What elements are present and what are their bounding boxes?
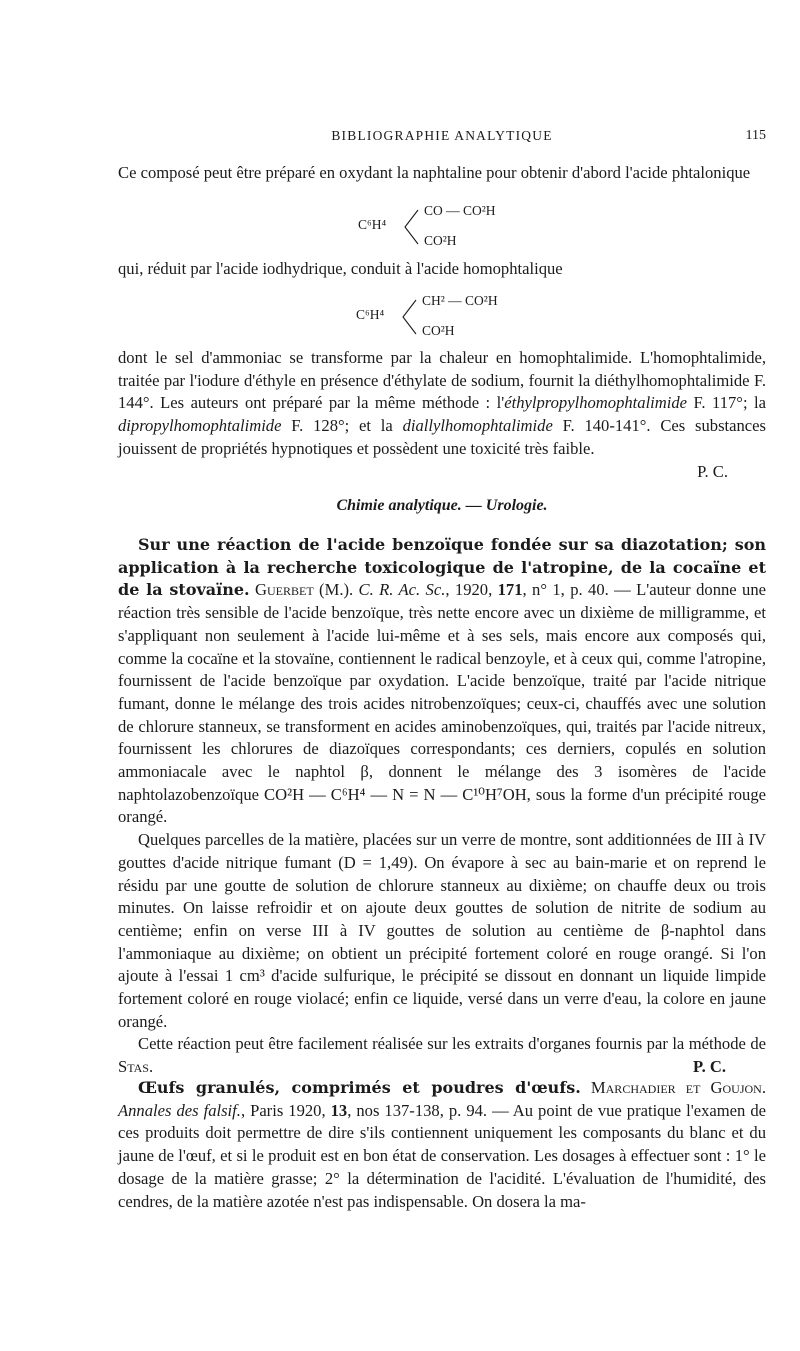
journal-name: Annales des falsif. <box>118 1100 241 1120</box>
text-run: F. 140-141°. Ces substances jouissent de propriétés hypnotiques et possèdent une toxicité très faible. <box>118 416 766 458</box>
article-title: Sur une réaction de l'acide benzoïque fondée sur sa diazotation; son application à la recherche toxicologique de l'atropine, de la cocaïne et de la stovaïne. <box>118 535 766 600</box>
formula1-bond-icon <box>402 207 420 247</box>
article1-paragraph-2: Quelques parcelles de la matière, placées sur un verre de montre, sont additionnées de III à IV gouttes d'acide nitrique fumant (D = 1,49). On évapore à sec au bain-marie et on reprend le résidu par une goutte de solution de chlorure stanneux au dixième; on chauffe deux ou trois minutes. On laisse refroidir et on ajoute deux gouttes de solution de nitrite de sodium au centième; enfin on verse III à IV gouttes de solution au centième de β-naphtol dans l'ammoniaque au dixième; on obtient un précipité fortement coloré en rouge orangé. Si l'on ajoute à l'essai 1 cm³ d'acide sulfurique, le précipité se dissout en donnant un liquide limpide fortement coloré en rouge violacé; enfin ce liquide, versé dans un verre d'eau, la colore en jaune orangé. <box>118 830 766 1031</box>
homophtalimide-paragraph <box>118 347 766 461</box>
article-oeufs <box>118 1077 766 1213</box>
formula-homophtalique <box>356 293 556 341</box>
block1-intro <box>118 162 766 185</box>
text-run: F. 128°; et la <box>281 416 403 436</box>
running-head: BIBLIOGRAPHIE ANALYTIQUE <box>331 128 553 143</box>
compound-name: diallylhomophtalimide <box>402 416 553 436</box>
formula1-bottom: CO²H <box>424 233 457 248</box>
text-run: , nos 137-138, p. 94. <box>347 1100 488 1120</box>
text-run: dont le sel d'ammoniac se transforme par la chaleur en homophtalimide. L'homophtalimide, traitée par l'iodure d'éthyle en présence d'éthylate de sodium, fournit la diéthylhomophtalimide F. 144°. Les auteurs ont préparé par la même méthode : l' <box>118 348 766 413</box>
formula1-top: CO — CO²H <box>424 203 496 218</box>
formula2-bond-icon <box>400 297 418 337</box>
section-heading: Chimie analytique. — Urologie. <box>336 497 548 514</box>
article1-paragraph-1 <box>118 534 766 829</box>
compound-name: éthylpropylhomophtalimide <box>504 393 688 413</box>
article-authors: Marchadier et Goujon. <box>590 1078 766 1097</box>
intro-paragraph: Ce composé peut être préparé en oxydant la naphtaline pour obtenir d'abord l'acide phtalonique <box>118 163 751 182</box>
formula2-top: CH² — CO²H <box>422 293 498 308</box>
abstract-text: — Au point de vue pratique l'examen de ces produits doit permettre de dire s'ils contiennent uniquement les composants du blanc et du jaune de l'œuf, et si le produit est en bon état de conservation. Les dosages à effectuer sont : 1° le dosage de la matière grasse; 2° la détermination de l'acidité. L'évaluation de l'humidité, des cendres, de la matière azotée n'est pas indispensable. On dosera la ma- <box>118 1100 767 1211</box>
block1-body <box>118 347 766 483</box>
text-run: , n° 1, p. 40. <box>522 580 609 600</box>
signature: P. C. <box>697 461 728 481</box>
text-run: , Paris 1920, <box>240 1100 331 1120</box>
formula2-bottom: CO²H <box>422 323 455 338</box>
compound-name: dipropylhomophtalimide <box>118 416 282 436</box>
text-run: Cette réaction peut être facilement réalisée sur les extraits d'organes fournis par la méthode de <box>138 1034 766 1054</box>
formula1-base: C⁶H⁴ <box>358 217 387 232</box>
formula2-base: C⁶H⁴ <box>356 307 385 322</box>
page-number: 115 <box>745 128 766 143</box>
formula-phtalonique <box>358 203 558 251</box>
block1-mid <box>118 258 766 281</box>
volume-number: 13 <box>330 1100 348 1120</box>
article2-paragraph-1 <box>118 1077 766 1213</box>
article-benzoique <box>118 534 766 1079</box>
abstract-text: — L'auteur donne une réaction très sensible de l'acide benzoïque, très nette encore avec un dixième de milligramme, et s'appliquant non seulement à l'acide lui-même et à ses sels, mais encore aux composés qui, comme la cocaïne et la stovaïne, contiennent le radical benzoyle, et à ceux qui, comme l'atropine, fournissent de l'acide benzoïque par oxydation. L'acide benzoïque, traité par l'acide nitrique fumant, donne le mélange des trois acides nitrobenzoïques; ceux-ci, chauffés avec une solution de chlorure stanneux, se transforment en acides aminobenzoïques, qui, traités par l'acide nitreux, fournissent les chlorures de diazoïques correspondants; ces derniers, copulés en solution ammoniacale avec le naphtol β, donnent le mélange des 3 isomères de l'acide naphtolazobenzoïque CO²H — C⁶H⁴ — N = N — C¹⁰H⁷OH, sous la forme d'un précipité rouge orangé. <box>118 580 766 827</box>
signature: P. C. <box>692 1057 726 1077</box>
page-header <box>118 128 766 148</box>
mid-paragraph: qui, réduit par l'acide iodhydrique, conduit à l'acide homophtalique <box>118 259 563 278</box>
article-title: Œufs granulés, comprimés et poudres d'œufs. <box>138 1078 581 1097</box>
text-run: . <box>148 1057 154 1077</box>
volume-number: 171 <box>497 580 523 600</box>
text-run: F. 117°; la <box>687 393 766 413</box>
text-run: , 1920, <box>445 580 498 600</box>
cited-author: Stas <box>118 1057 149 1077</box>
journal-name: C. R. Ac. Sc. <box>358 580 446 600</box>
article-author: Guerbet (M.). <box>255 580 354 600</box>
article1-paragraph-3 <box>118 1033 766 1078</box>
